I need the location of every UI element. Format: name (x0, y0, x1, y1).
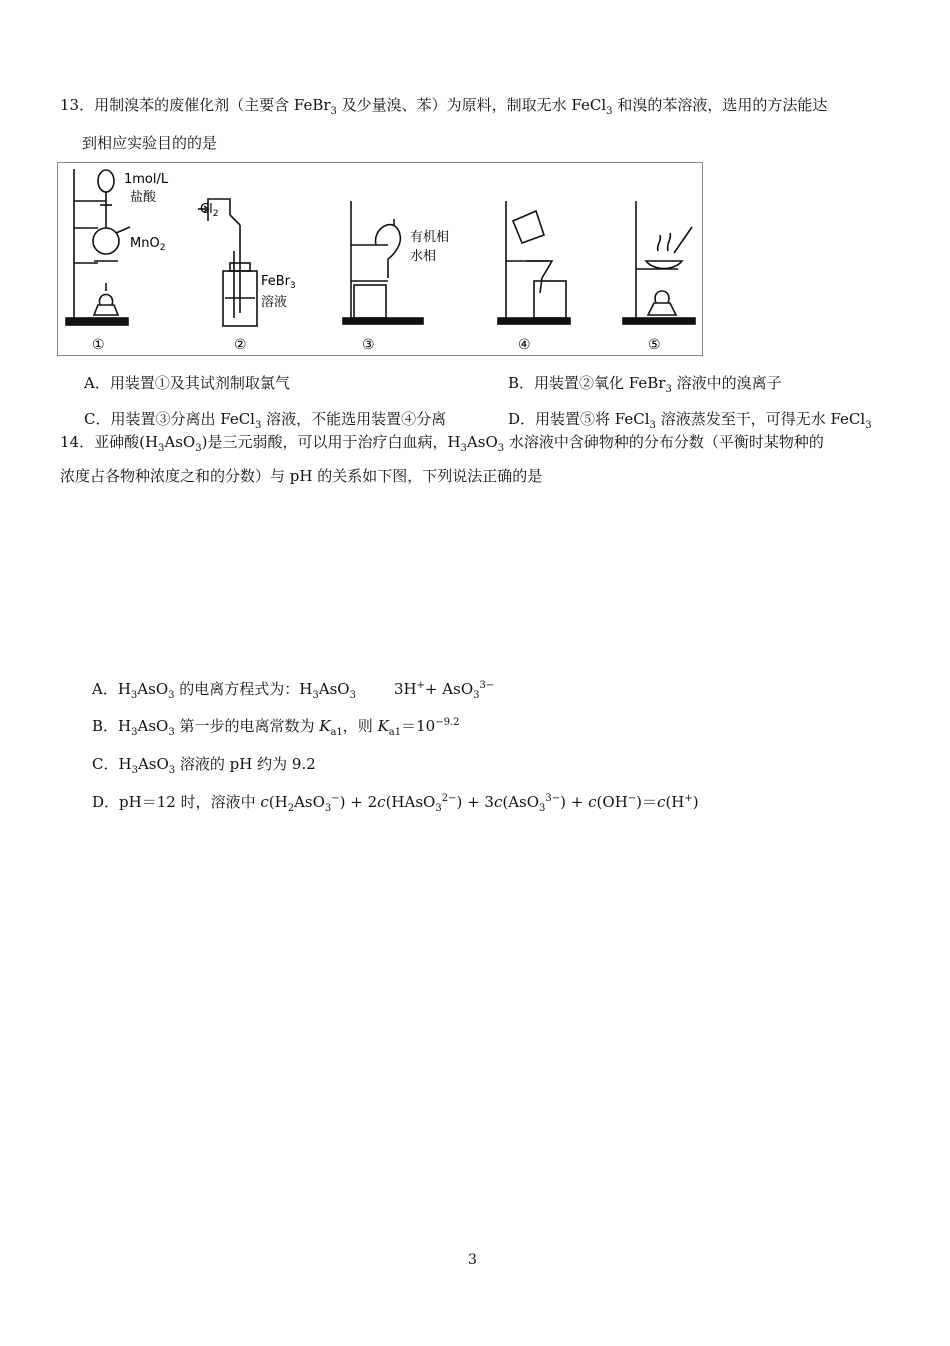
svg-text:Cl2: $Cl_2$ (200, 202, 219, 219)
apparatus-number-3: ③ (362, 337, 375, 353)
q14-stem-line1: 14．亚砷酸$(H_3AsO_3)$是三元弱酸，可以用于治疗白血病，$H_3AsO_3$ 水溶液中含砷物种的分布分数（平衡时某物种的 (60, 433, 824, 454)
q13-option-c: C．用装置③分离出 FeCl$_3$ 溶液，不能选用装置④分离 (84, 410, 447, 431)
label-hcl-conc: 1mol/L (124, 172, 169, 187)
q13-option-a: A．用装置①及其试剂制取氯气 (84, 374, 290, 392)
apparatus-number-1: ① (92, 337, 105, 353)
q13-option-b: B．用装置②氧化 FeBr$_3$ 溶液中的溴离子 (508, 374, 782, 395)
apparatus-figure (57, 162, 703, 356)
q13-stem-line1: 13．用制溴苯的废催化剂（主要含 FeBr$_3$ 及少量溴、苯）为原料，制取无水 FeCl$_3$ 和溴的苯溶液，选用的方法能达 (60, 96, 828, 117)
label-mno2: MnO (130, 236, 160, 251)
label-febr3: FeBr (261, 274, 291, 289)
svg-text:FeBr3: FeBr$_3$ (261, 274, 296, 291)
label-cl2: Cl (200, 202, 213, 217)
label-hcl: 盐酸 (130, 190, 157, 205)
q13-option-d: D．用装置⑤将 FeCl$_3$ 溶液蒸发至干，可得无水 FeCl$_3$ (508, 410, 872, 431)
label-solution: 溶液 (261, 295, 288, 310)
svg-text:MnO2: MnO$_2$ (130, 236, 166, 253)
q14-stem-line2: 浓度占各物种浓度之和的分数）与 pH 的关系如下图，下列说法正确的是 (60, 467, 543, 485)
apparatus-number-4: ④ (518, 337, 531, 353)
label-aqueous-phase: 水相 (410, 249, 437, 264)
stand-base-1 (66, 318, 128, 325)
q14-option-c: C．$H_3AsO_3$ 溶液的 pH 约为 9.2 (92, 755, 316, 776)
apparatus-number-5: ⑤ (648, 337, 661, 353)
q14-option-a: A．$H_3AsO_3$ 的电离方程式为：$H_3AsO_3$ 3H++ AsO$_3^{3-}$ (92, 680, 495, 701)
apparatus-drawing (58, 163, 704, 357)
q14-option-d: D．pH＝12 时，溶液中 $c(H_2AsO_3^-)$ + 2c(HAsO$_3^{2-}$) + 3c(AsO$_3^{3-}$) + c(OH−)＝c(H+) (92, 793, 699, 814)
apparatus-number-2: ② (234, 337, 247, 353)
q13-stem-line2: 到相应实验目的的是 (82, 134, 218, 152)
label-organic-phase: 有机相 (410, 230, 450, 245)
page-number: 3 (468, 1252, 477, 1268)
q14-option-b: B．$H_3AsO_3$ 第一步的电离常数为 $K_{a1}$，则 $K_{a1}=10^{-9.2}$ (92, 717, 460, 738)
